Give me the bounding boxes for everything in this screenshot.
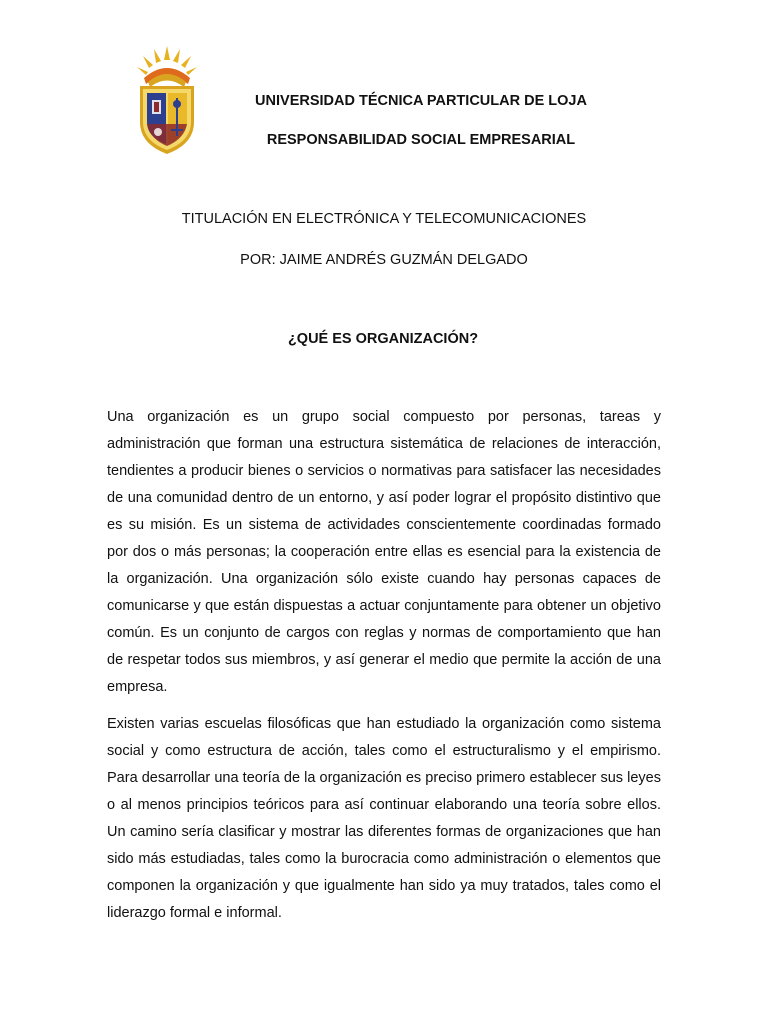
body-paragraph: Una organización es un grupo social compuesto por personas, tareas y administración que forman una estructura sistemática de relaciones de interacción, tendientes a producir bienes o servicios o normativas para satisfacer las necesidades de una comunidad dentro de un entorno, y así poder lograr el propósito distintivo que es su misión. Es un sistema de actividades conscientemente coordinadas formado por dos o más personas; la cooperación entre ellas es esencial para la existencia de la organización. Una organización sólo existe cuando hay personas capaces de comunicarse y que están dispuestas a actuar conjuntamente para obtener un objetivo común. Es un conjunto de cargos con reglas y normas de comportamiento que han de respetar todos sus miembros, y así generar el medio que permite la acción de una empresa.: [107, 409, 661, 695]
author-line: POR: JAIME ANDRÉS GUZMÁN DELGADO: [240, 252, 528, 268]
section-heading: ¿QUÉ ES ORGANIZACIÓN?: [287, 331, 479, 347]
university-name: UNIVERSIDAD TÉCNICA PARTICULAR DE LOJA: [255, 93, 587, 109]
body-paragraph: Existen varias escuelas filosóficas que han estudiado la organización como sistema social y como estructura de acción, tales como el estructuralismo y el empirismo. Para desarrollar una teoría de la organización es preciso primero establecer sus leyes o al menos principios teóricos para así continuar elaborando una teoría sobre ellos. Un camino sería clasificar y mostrar las diferentes formas de organizaciones que han sido más estudiadas, tales como la burocracia como administración o elementos que componen la organización y que igualmente han sido ya muy tratados, tales como el liderazgo formal e informal.: [107, 716, 661, 921]
program-line: TITULACIÓN EN ELECTRÓNICA Y TELECOMUNICACIONES: [181, 211, 587, 227]
course-title: RESPONSABILIDAD SOCIAL EMPRESARIAL: [266, 132, 576, 148]
